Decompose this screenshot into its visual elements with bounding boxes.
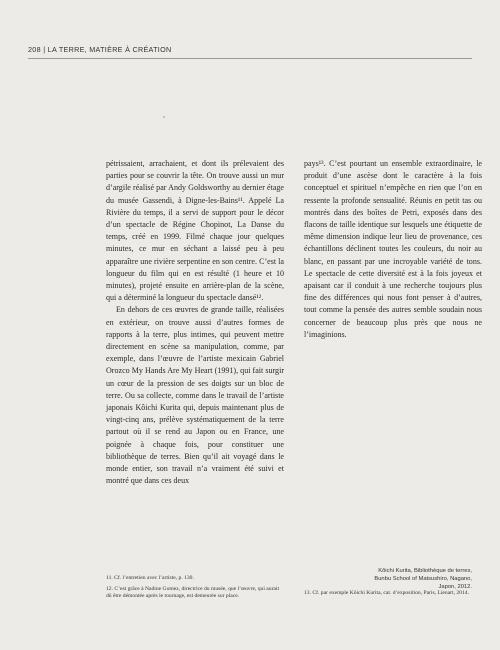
left-column xyxy=(106,158,284,487)
caption-line: Kôichi Kurita, Bibliothèque de terres, xyxy=(378,568,472,574)
footnote-12: 12. C’est grâce à Nadine Gomez, directrice du musée, que l’œuvre, qui aurait dû être démontée après le tournage, est demeurée sur place. xyxy=(106,585,280,600)
paragraph: pays¹³. C’est pourtant un ensemble extraordinaire, le produit d’une ascèse dont le caractère à la fois conceptuel et spirituel n’empêche en rien que l’on en ressente la profonde sensualité. Réunis en petit tas ou montrés dans des boîtes de Petri, exposés dans des flacons de taille identique sur lesquels une étiquette de même dimension indique leur lieu de provenance, ces échantillons déclinent toutes les couleurs, du noir au blanc, en passant par une incroyable variété de tons. Le spectacle de cette diversité est à la fois joyeux et apaisant car il conduit à une recherche toujours plus fine des différences qui nous font penser à d’autres, tout comme la pensée des autres semble soudain nous concerner de beaucoup plus près que nous ne l’imaginions. xyxy=(304,159,482,339)
image-caption xyxy=(292,568,472,591)
footnotes-left xyxy=(106,575,286,604)
page-speck xyxy=(163,116,165,118)
caption-line: Bunbu School of Matsushiro, Nagano, xyxy=(374,575,472,582)
caption-line: Japon, 2012. xyxy=(438,583,472,590)
right-column xyxy=(304,158,482,341)
footnote-13: 13. Cf. par exemple Kôichi Kurita, cat. d’exposition, Paris, Lienart, 2014. xyxy=(304,590,469,596)
footnotes-right xyxy=(304,590,479,601)
paragraph: En dehors de ces œuvres de grande taille, réalisées en extérieur, on trouve aussi d’autres formes de rapports à la terre, plus intimes, qui peuvent mettre directement en scène sa manipulation, comme, par exemple, dans l’œuvre de l’artiste mexicain Gabriel Orozco My Hands Are My Heart (1991), qui fait surgir un cœur de la pression de ses doigts sur un bloc de terre. Ou sa collecte, comme dans le travail de l’artiste japonais Kôichi Kurita qui, depuis maintenant plus de vingt-cinq ans, prélève systématiquement de la terre partout où il se rend au Japon ou en France, une poignée à chaque fois, pour constituer une bibliothèque de terres. Bien qu’il ait voyagé dans le monde entier, son travail n’a vraiment été suivi et montré que dans ces deux xyxy=(106,305,284,486)
paragraph: pétrissaient, arrachaient, et dont ils prélevaient des parties pour se couvrir la tête. On trouve aussi un mur d’argile réalisé par Andy Goldsworthy au dernier étage du musée Gassendi, à Digne-les-Bains¹¹. Appelé La Rivière du temps, il a servi de support pour le décor d’un spectacle de Régine Chopinot, La Danse du temps, créé en 1999. Filmé chaque jour quelques minutes, ce mur en séchant a laissé peu à peu apparaître une rivière serpentine en son centre. C’est la longueur du film qui en est résulté (1 heure et 10 minutes), projeté ensuite en arrière-plan de la scène, qui a déterminé la longueur du spectacle dansé¹². xyxy=(106,159,284,303)
header-rule xyxy=(28,58,472,59)
footnote-11: 11. Cf. l’entretien avec l’artiste, p. 130. xyxy=(106,575,194,581)
running-head: 208 | LA TERRE, MATIÈRE À CRÉATION xyxy=(28,45,172,54)
